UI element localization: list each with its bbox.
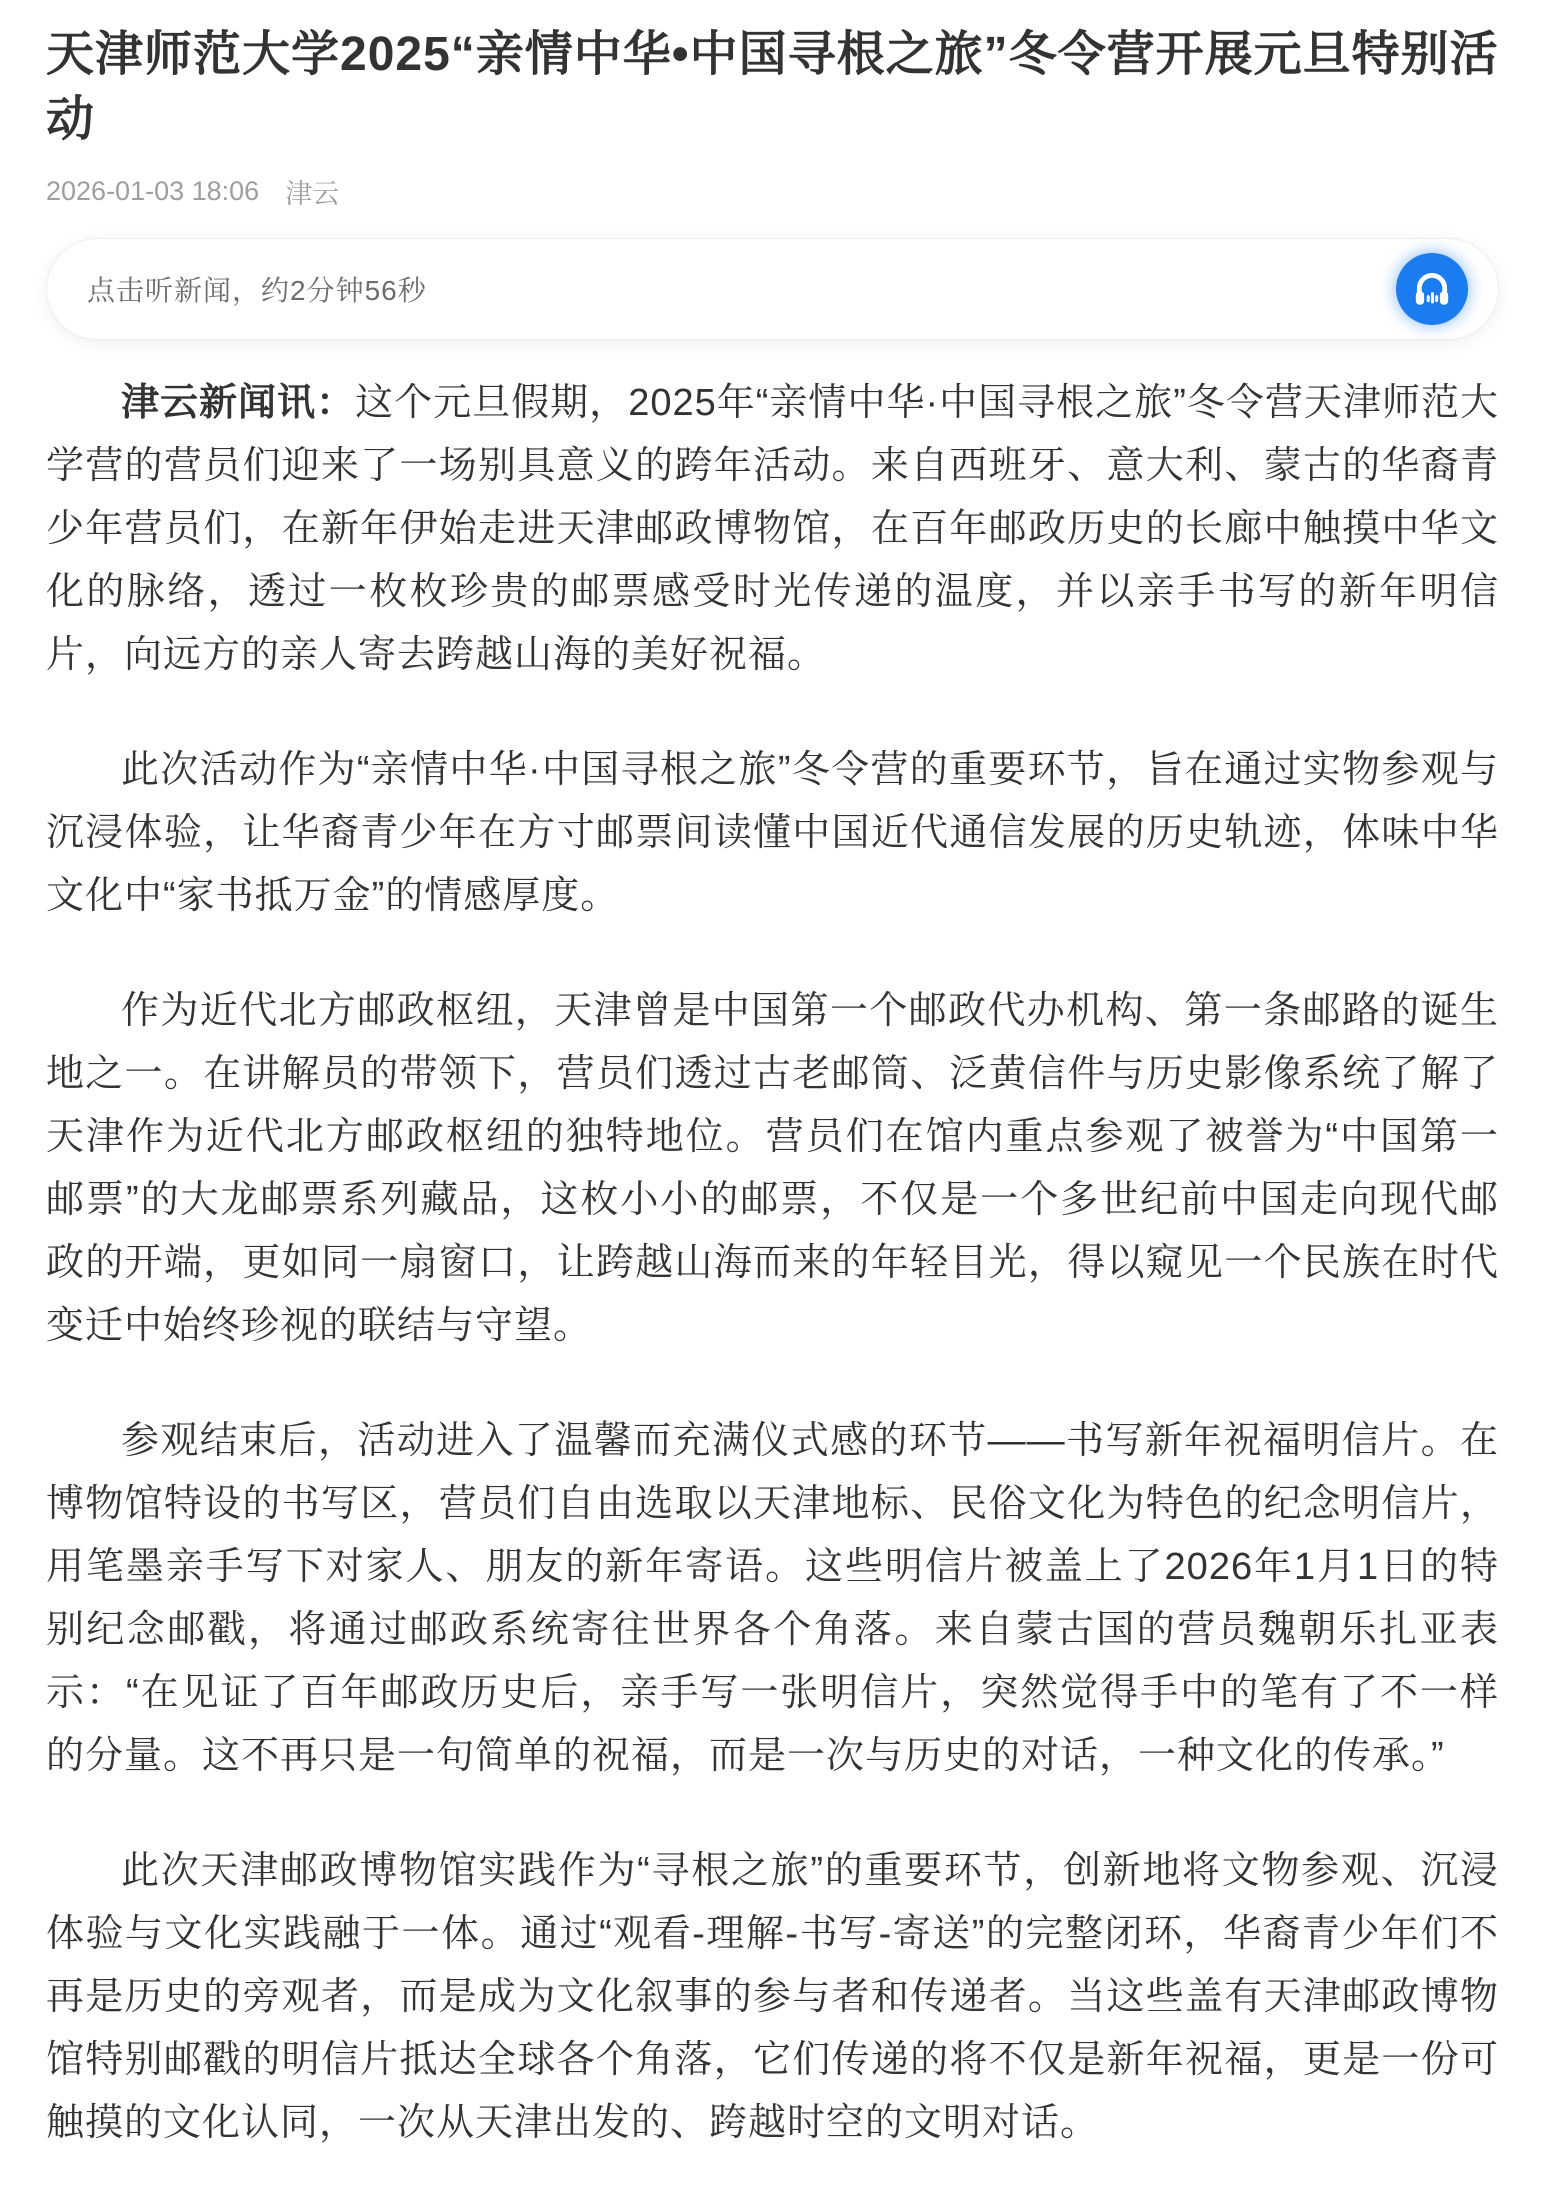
article-meta	[46, 172, 1499, 211]
paragraph	[46, 1840, 1499, 2155]
publish-datetime: 2026-01-03 18:06	[46, 176, 260, 206]
paragraph-lead: 津云新闻讯：	[121, 382, 356, 424]
listen-news-button[interactable]	[46, 238, 1499, 340]
paragraph-text: 此次活动作为“亲情中华·中国寻根之旅”冬令营的重要环节，旨在通过实物参观与沉浸体验，让华裔青少年在方寸邮票间读懂中国近代通信发展的历史轨迹，体味中华文化中“家书抵万金”的情感厚度。	[46, 749, 1499, 917]
paragraph	[46, 739, 1499, 928]
paragraph-text: 这个元旦假期，2025年“亲情中华·中国寻根之旅”冬令营天津师范大学营的营员们迎来了一场别具意义的跨年活动。来自西班牙、意大利、蒙古的华裔青少年营员们，在新年伊始走进天津邮政博物馆，在百年邮政历史的长廊中触摸中华文化的脉络，透过一枚枚珍贵的邮票感受时光传递的温度，并以亲手书写的新年明信片，向远方的亲人寄去跨越山海的美好祝福。	[46, 382, 1499, 676]
paragraph-text: 参观结束后，活动进入了温馨而充满仪式感的环节——书写新年祝福明信片。在博物馆特设的书写区，营员们自由选取以天津地标、民俗文化为特色的纪念明信片，用笔墨亲手写下对家人、朋友的新年寄语。这些明信片被盖上了2026年1月1日的特别纪念邮戳，将通过邮政系统寄往世界各个角落。来自蒙古国的营员魏朝乐扎亚表示：“在见证了百年邮政历史后，亲手写一张明信片，突然觉得手中的笔有了不一样的分量。这不再只是一句简单的祝福，而是一次与历史的对话，一种文化的传承。”	[46, 1420, 1499, 1777]
listen-news-label: 点击听新闻，约2分钟56秒	[87, 275, 427, 306]
paragraph-text: 此次天津邮政博物馆实践作为“寻根之旅”的重要环节，创新地将文物参观、沉浸体验与文化实践融于一体。通过“观看-理解-书写-寄送”的完整闭环，华裔青少年们不再是历史的旁观者，而是成为文化叙事的参与者和传递者。当这些盖有天津邮政博物馆特别邮戳的明信片抵达全球各个角落，它们传递的将不仅是新年祝福，更是一份可触摸的文化认同，一次从天津出发的、跨越时空的文明对话。	[46, 1850, 1499, 2144]
article-body	[46, 372, 1499, 2155]
paragraph	[46, 372, 1499, 687]
source-name: 津云	[285, 179, 340, 209]
audio-play-button[interactable]	[1396, 253, 1468, 325]
headphone-icon	[1411, 268, 1453, 310]
paragraph-text: 作为近代北方邮政枢纽，天津曾是中国第一个邮政代办机构、第一条邮路的诞生地之一。在讲解员的带领下，营员们透过古老邮筒、泛黄信件与历史影像系统了解了天津作为近代北方邮政枢纽的独特地位。营员们在馆内重点参观了被誉为“中国第一邮票”的大龙邮票系列藏品，这枚小小的邮票，不仅是一个多世纪前中国走向现代邮政的开端，更如同一扇窗口，让跨越山海而来的年轻目光，得以窥见一个民族在时代变迁中始终珍视的联结与守望。	[46, 990, 1499, 1347]
paragraph	[46, 980, 1499, 1358]
paragraph	[46, 1410, 1499, 1788]
page-title: 天津师范大学2025“亲情中华•中国寻根之旅”冬令营开展元旦特别活动	[46, 28, 1499, 146]
